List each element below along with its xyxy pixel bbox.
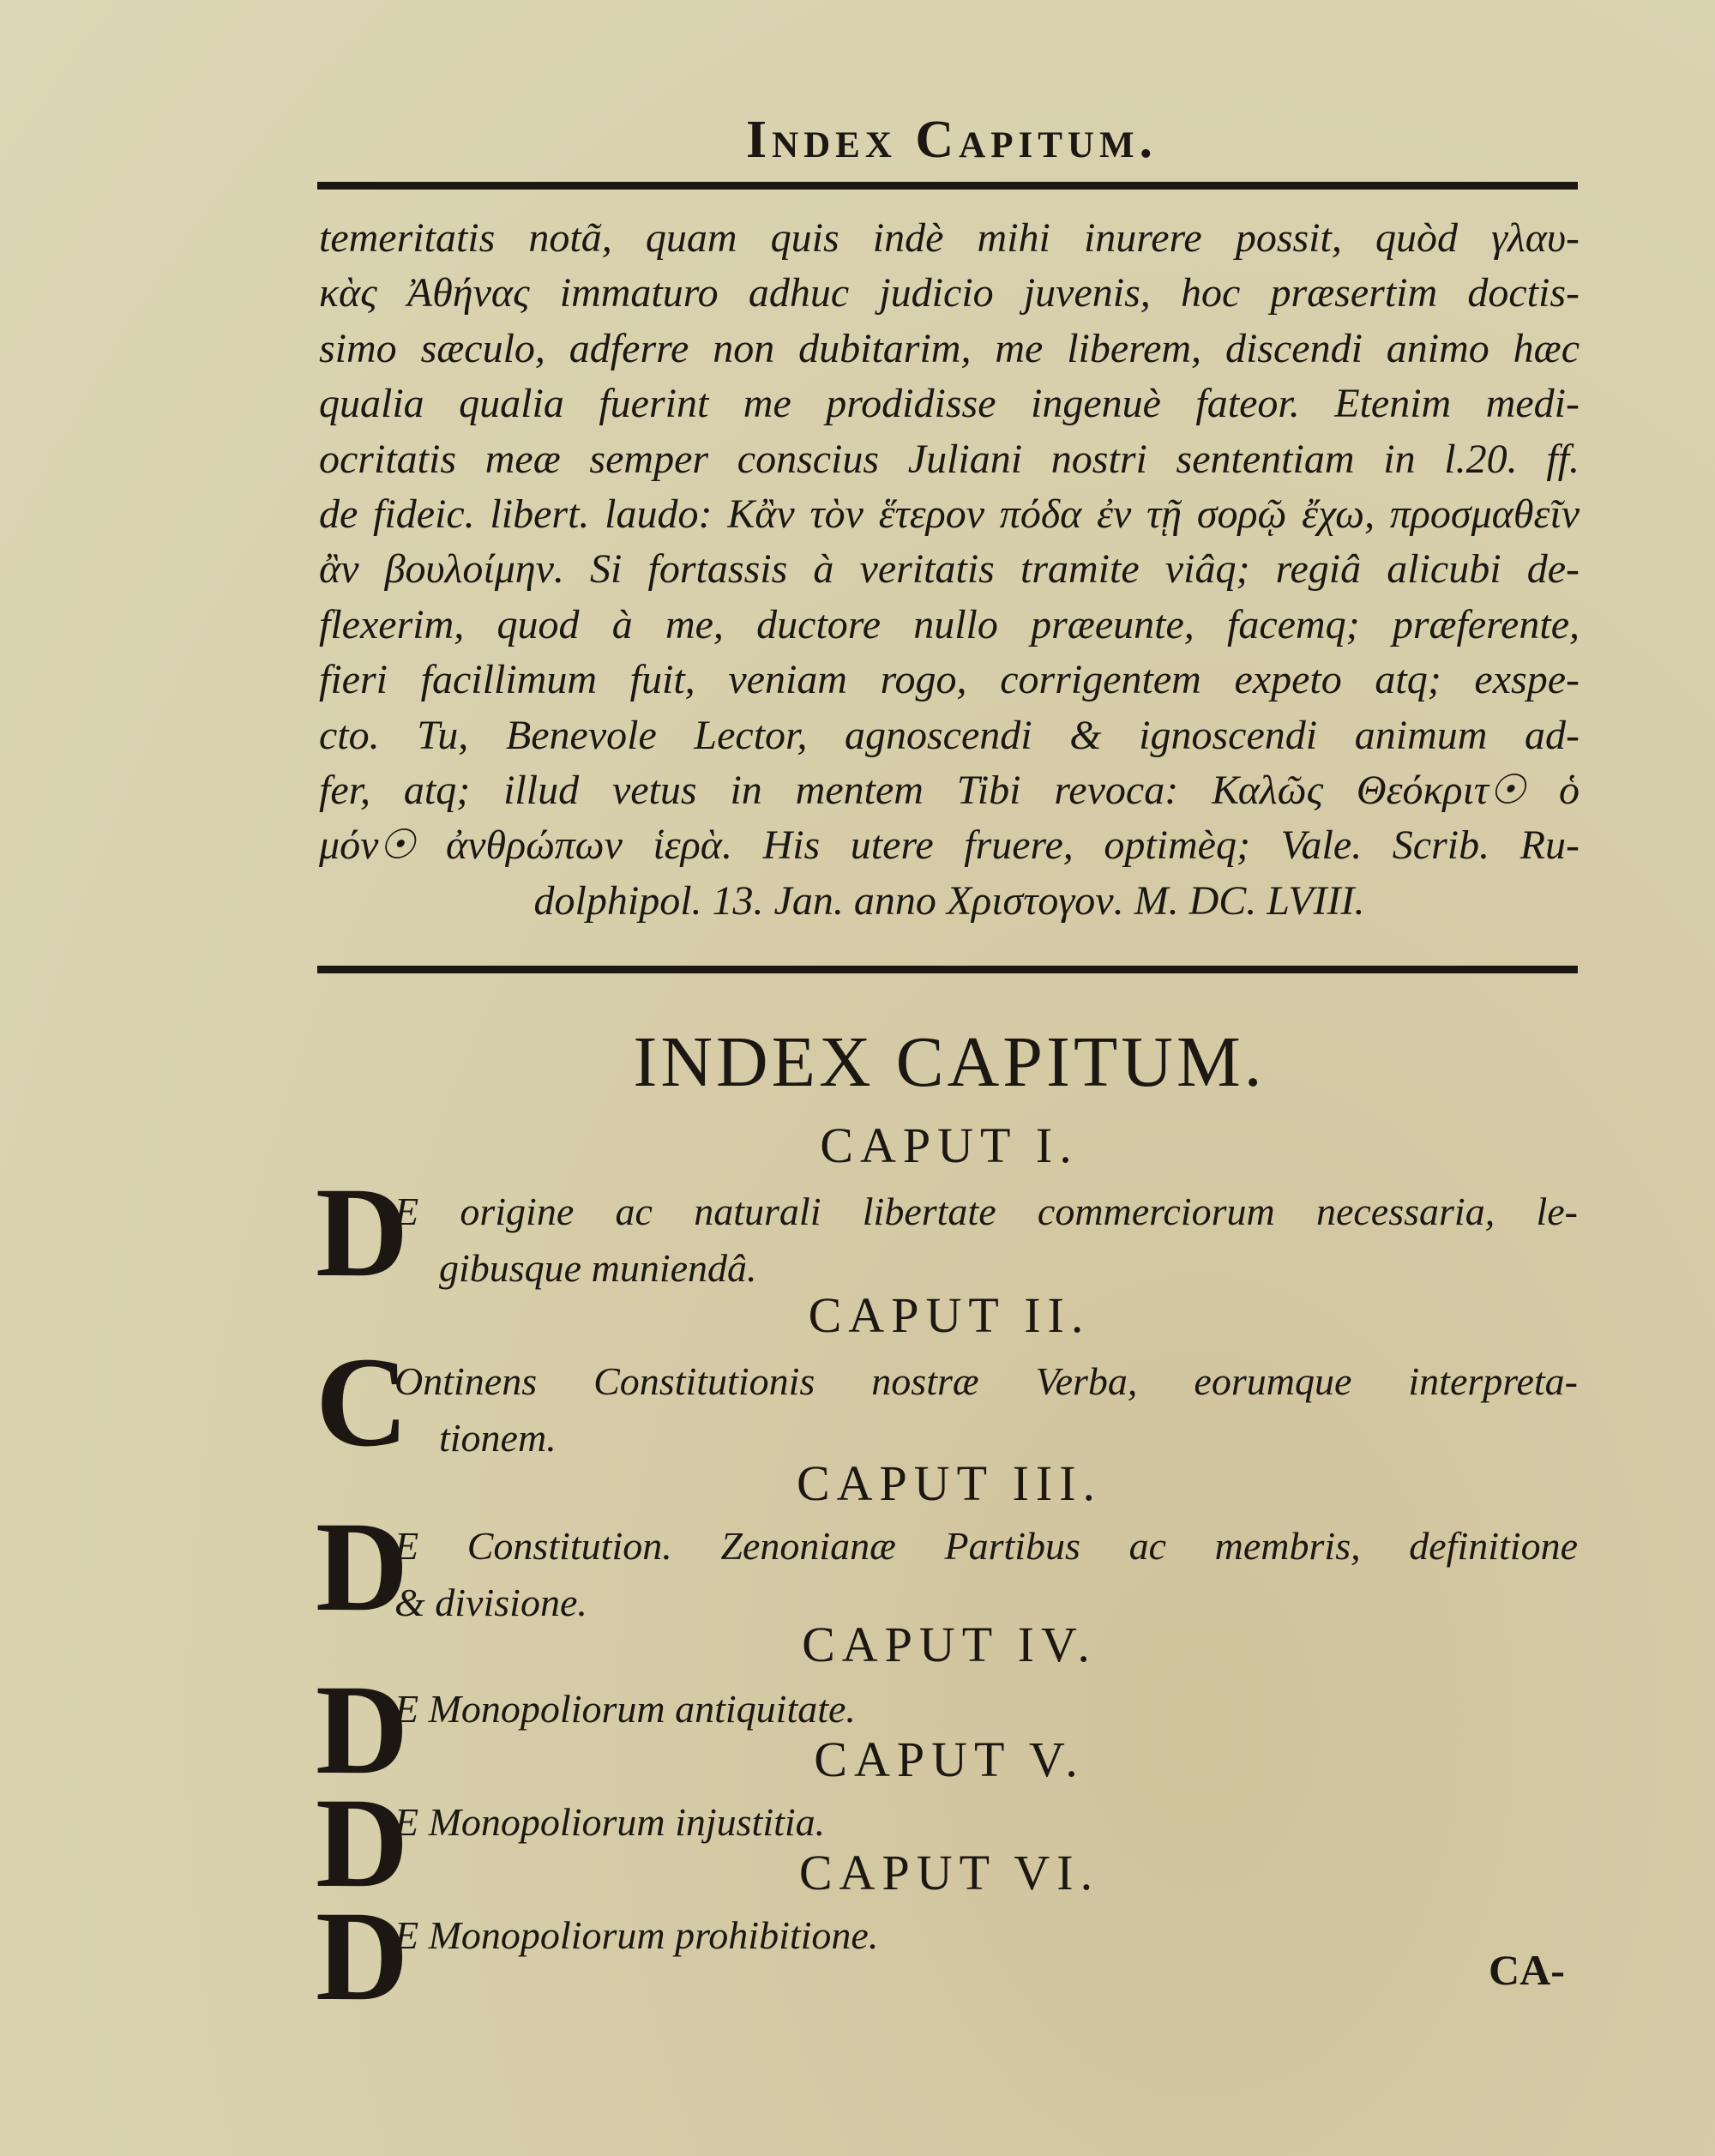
chapter-description [394,1681,1578,1737]
description-line: E Monopoliorum antiquitate. [394,1687,856,1731]
preface-line: μόν☉ ἀνθρώπων ἱερὰ. His utere fruere, optimèq; Vale. Scrib. Ru- [319,822,1580,869]
chapter-heading: CAPUT V. [814,1731,1085,1787]
drop-cap: D [316,1161,409,1304]
index-title: INDEX CAPITUM. [633,1022,1266,1102]
description-line: E Constitution. Zenonianæ Partibus ac membris, definitione [394,1524,1578,1568]
chapter-description [394,1794,1578,1851]
description-line: tionem. [439,1416,557,1460]
catchword: CA- [1489,1946,1565,1994]
drop-cap: D [316,1885,409,2027]
preface-line: dolphipol. 13. Jan. anno Χριστογον. M. DC. LVIII. [533,877,1365,924]
description-line: E origine ac naturali libertate commerciorum necessaria, le- [394,1189,1578,1233]
section-rule [317,966,1578,973]
preface-line: ἂν βουλοίμην. Si fortassis à veritatis tramite viâq; regiâ alicubi de- [319,546,1580,593]
preface-line: flexerim, quod à me, ductore nullo præeunte, facemq; præferente, [319,601,1580,647]
chapter-entry [316,1331,1585,1473]
preface-line: de fideic. libert. laudo: Κἂν τὸν ἕτερον πόδα ἐν τῇ σορῷ ἔχω, προσμαθεῖν [319,491,1580,538]
preface-line: κὰς Ἀθήνας immaturo adhuc judicio juvenis, hoc præsertim doctis- [319,270,1580,316]
chapter-heading: CAPUT II. [808,1287,1091,1343]
preface-line: cto. Tu, Benevole Lector, agnoscendi & ignoscendi animum ad- [319,712,1580,758]
chapter-description [394,1183,1578,1297]
chapter-entry [316,1885,1585,2027]
preface-line: temeritatis notã, quam quis indè mihi inurere possit, quòd γλαυ- [319,215,1580,261]
preface-line: fieri facillimum fuit, veniam rogo, corrigentem expeto atq; exspe- [319,657,1580,703]
description-line: & divisione. [394,1581,587,1624]
preface-line: simo sæculo, adferre non dubitarim, me liberem, discendi animo hæc [319,325,1580,371]
chapter-description [394,1518,1578,1631]
drop-cap: D [316,1659,409,1801]
preface-text [319,211,1580,929]
preface-line: qualia qualia fuerint me prodidisse ingenuè fateor. Etenim medi- [319,381,1580,427]
chapter-heading: CAPUT VI. [798,1845,1100,1900]
description-line: gibusque muniendâ. [439,1246,757,1290]
drop-cap: D [316,1772,409,1914]
chapter-heading: CAPUT I. [820,1117,1079,1173]
chapter-heading: CAPUT III. [796,1455,1103,1511]
running-head: Index Capitum. [745,111,1158,169]
description-line: E Monopoliorum prohibitione. [394,1913,879,1957]
chapter-entry [316,1161,1585,1304]
top-rule [317,182,1578,190]
preface-line: ocritatis meæ semper conscius Juliani nostri sententiam in l.20. ff. [319,436,1580,482]
description-line: Ontinens Constitutionis nostræ Verba, eorumque interpreta- [394,1359,1578,1403]
chapter-heading: CAPUT IV. [802,1617,1097,1672]
chapter-description [394,1907,1578,1964]
description-line: E Monopoliorum injustitia. [394,1800,826,1844]
chapter-description [394,1353,1578,1466]
chapter-entry [316,1496,1585,1638]
drop-cap: D [316,1496,409,1638]
drop-cap: C [316,1331,409,1473]
preface-line: fer, atq; illud vetus in mentem Tibi revoca: Καλῶς Θεόκριτ☉ ὁ [319,768,1580,814]
